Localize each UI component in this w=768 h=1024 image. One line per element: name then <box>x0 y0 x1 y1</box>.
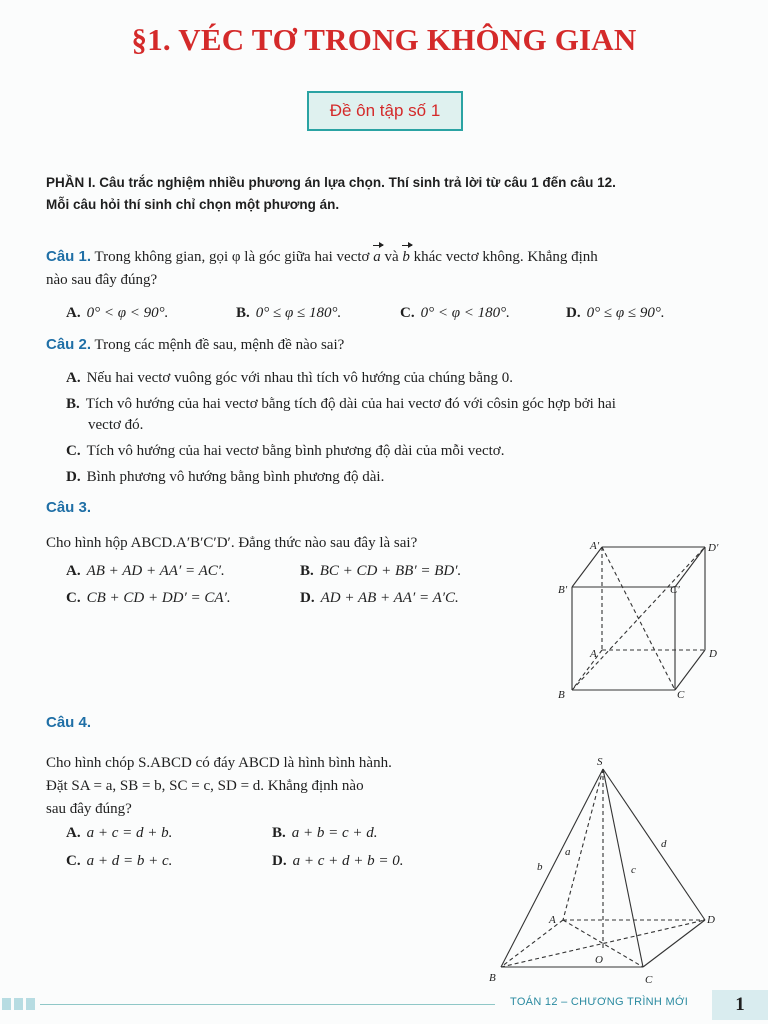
label-c: C <box>677 689 685 701</box>
label-a: A <box>549 914 556 926</box>
q1-option-b: B. 0° ≤ φ ≤ 180°. <box>236 305 342 321</box>
q1-option-c: C. 0° < φ < 180°. <box>400 305 510 321</box>
q2-option-d: D. Bình phương vô hướng bằng bình phương độ dài. <box>66 469 385 485</box>
q4-label: Câu 4. <box>46 714 92 731</box>
part1-line2: Mỗi câu hỏi thí sinh chỉ chọn một phương án. <box>46 197 340 212</box>
footer-book-title: TOÁN 12 – CHƯƠNG TRÌNH MỚI <box>510 996 689 1008</box>
q3-option-b: B. BC + CD + BB′ = BD′. <box>300 563 462 579</box>
q4-option-a: A. a + c = d + b. <box>66 825 173 841</box>
q1-text1c: khác vectơ không. Khẳng định <box>413 249 598 265</box>
footer-rule <box>40 1004 495 1005</box>
q1-text1b: và <box>384 249 399 265</box>
q4-text2: Đặt SA = a, SB = b, SC = c, SD = d. Khẳng định nào <box>46 778 364 794</box>
pyramid-figure <box>485 755 725 990</box>
q2-option-c: C. Tích vô hướng của hai vectơ bằng bình phương độ dài của mỗi vectơ. <box>66 443 505 459</box>
label-vec-c: c <box>631 864 636 876</box>
label-c-prime: C′ <box>670 584 680 596</box>
label-a-prime: A′ <box>590 540 600 552</box>
box-figure <box>550 535 750 710</box>
q2-option-a: A. Nếu hai vectơ vuông góc với nhau thì tích vô hướng của chúng bằng 0. <box>66 370 514 386</box>
label-d: D <box>707 914 715 926</box>
q1-stem-line1 <box>46 246 598 268</box>
q1-option-a: A. 0° < φ < 90°. <box>66 305 169 321</box>
label-c: C <box>645 974 653 986</box>
q3-option-a: A. AB + AD + AA′ = AC′. <box>66 563 225 579</box>
q1-text2: nào sau đây đúng? <box>46 272 158 288</box>
label-b-prime: B′ <box>558 584 568 596</box>
part1-instructions <box>46 172 736 216</box>
q3-option-d: D. AD + AB + AA′ = A′C. <box>300 590 459 606</box>
part1-line1: PHẦN I. Câu trắc nghiệm nhiều phương án lựa chọn. Thí sinh trả lời từ câu 1 đến câu 12. <box>46 175 616 190</box>
q4-option-b: B. a + b = c + d. <box>272 825 378 841</box>
label-o: O <box>595 954 603 966</box>
q2-label: Câu 2. <box>46 336 92 353</box>
q4-text1: Cho hình chóp S.ABCD có đáy ABCD là hình bình hành. <box>46 755 392 771</box>
label-a: A <box>590 648 597 660</box>
q1-label: Câu 1. <box>46 248 92 265</box>
q4-option-c: C. a + d = b + c. <box>66 853 173 869</box>
page-number: 1 <box>712 990 768 1020</box>
q2-text: Trong các mệnh đề sau, mệnh đề nào sai? <box>94 337 345 353</box>
q2-option-b-cont: vectơ đó. <box>88 417 144 433</box>
page-title: §1. VÉC TƠ TRONG KHÔNG GIAN <box>131 22 637 57</box>
q1-text1: Trong không gian, gọi φ là góc giữa hai vectơ <box>94 249 370 265</box>
q2-stem <box>46 334 344 356</box>
label-s: S <box>597 756 603 768</box>
vector-a-symbol: a <box>373 246 381 268</box>
label-vec-a: a <box>565 846 571 858</box>
q3-text: Cho hình hộp ABCD.A′B′C′D′. Đẳng thức nào sau đây là sai? <box>46 535 418 551</box>
label-b: B <box>489 972 496 984</box>
vector-b-symbol: b <box>402 246 410 268</box>
q1-option-d: D. 0° ≤ φ ≤ 90°. <box>566 305 665 321</box>
q3-option-c: C. CB + CD + DD′ = CA′. <box>66 590 231 606</box>
q2-option-b: B. Tích vô hướng của hai vectơ bằng tích độ dài của hai vectơ đó với côsin góc hợp bởi hai <box>66 396 616 412</box>
footer-decoration <box>0 994 40 1014</box>
q4-text3: sau đây đúng? <box>46 801 132 817</box>
label-d: D <box>709 648 717 660</box>
label-b: B <box>558 689 565 701</box>
label-vec-b: b <box>537 861 543 873</box>
label-vec-d: d <box>661 838 667 850</box>
exam-badge: Đề ôn tập số 1 <box>307 91 463 131</box>
label-d-prime: D′ <box>708 542 719 554</box>
q3-label: Câu 3. <box>46 499 92 516</box>
q4-option-d: D. a + c + d + b = 0. <box>272 853 404 869</box>
